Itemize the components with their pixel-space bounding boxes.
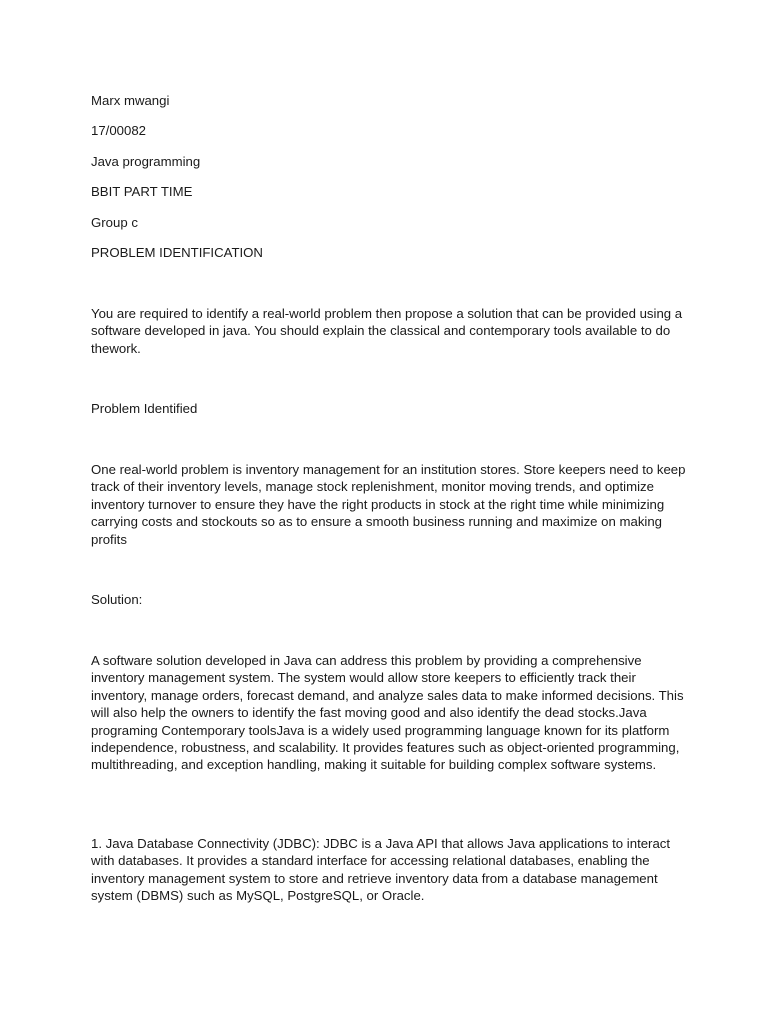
jdbc-paragraph: 1. Java Database Connectivity (JDBC): JDBC is a Java API that allows Java applications to interact with databases. It provides a standard interface for accessing relational databases, enabling the inventory management system to store and retrieve inventory data from a database management system (DBMS) such as MySQL, PostgreSQL, or Oracle. — [91, 836, 671, 904]
program-name: BBIT PART TIME — [91, 184, 193, 199]
section-title: PROBLEM IDENTIFICATION — [91, 245, 263, 260]
course-name: Java programming — [91, 154, 201, 169]
solution-paragraph: A software solution developed in Java can address this problem by providing a comprehensive inventory management system. The system would allow store keepers to efficiently track their inventory, manage orders, forecast demand, and analyze sales data to make informed decisions. This will also help the owners to identify the fast moving good and also identify the dead stocks.Java programing Contemporary toolsJava is a widely used programming language known for its platform independence, robustness, and scalability. It provides features such as object-oriented programming, multithreading, and exception handling, making it suitable for building complex software systems. — [91, 653, 684, 773]
solution-heading: Solution: — [91, 592, 143, 607]
student-id: 17/00082 — [91, 123, 147, 138]
problem-paragraph: One real-world problem is inventory management for an institution stores. Store keepers need to keep track of their inventory levels, manage stock replenishment, monitor moving trends, and optimize inventory turnover to ensure they have the right products in stock at the right time while minimizing carrying costs and stockouts so as to ensure a smooth business running and maximize on making profits — [91, 462, 686, 547]
author-name: Marx mwangi — [91, 93, 170, 108]
task-paragraph: You are required to identify a real-world problem then propose a solution that can be provided using a software developed in java. You should explain the classical and contemporary tools available to do thework. — [91, 306, 683, 356]
group-name: Group c — [91, 215, 138, 230]
problem-heading: Problem Identified — [91, 401, 198, 416]
